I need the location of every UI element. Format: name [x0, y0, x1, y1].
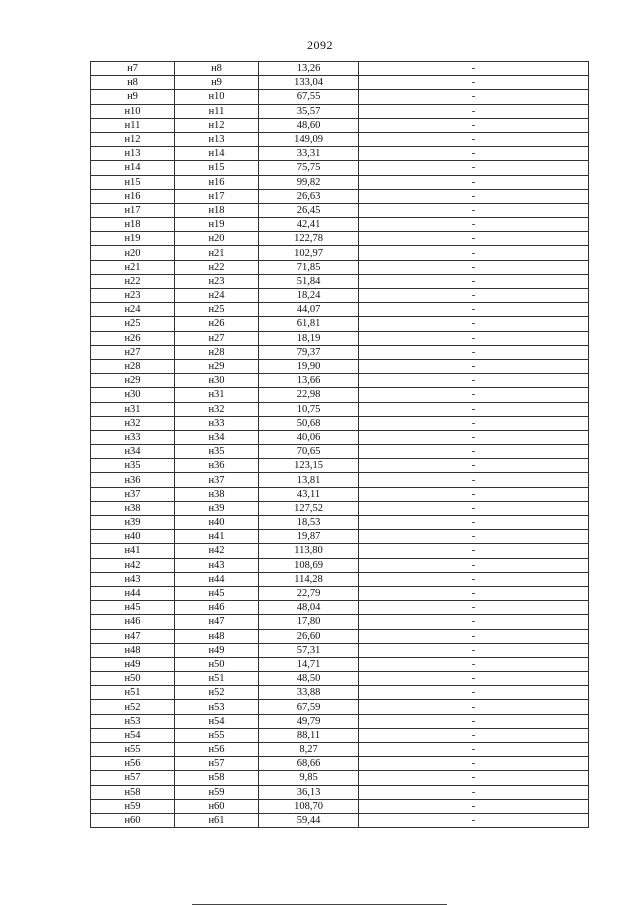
note-cell: -: [359, 289, 589, 303]
table-row: [91, 147, 589, 161]
point-from-cell: н16: [91, 189, 175, 203]
distance-cell: 48,60: [259, 118, 359, 132]
point-to-cell: н57: [175, 757, 259, 771]
point-from-cell: н32: [91, 416, 175, 430]
point-from-cell: н34: [91, 445, 175, 459]
point-to-cell: н32: [175, 402, 259, 416]
point-from-cell: н21: [91, 260, 175, 274]
note-cell: -: [359, 672, 589, 686]
distance-cell: 49,79: [259, 714, 359, 728]
distance-cell: 8,27: [259, 743, 359, 757]
table-row: [91, 104, 589, 118]
note-cell: -: [359, 686, 589, 700]
distance-cell: 67,59: [259, 700, 359, 714]
distance-cell: 70,65: [259, 445, 359, 459]
distance-cell: 9,85: [259, 771, 359, 785]
distance-cell: 10,75: [259, 402, 359, 416]
point-from-cell: н44: [91, 586, 175, 600]
point-to-cell: н60: [175, 799, 259, 813]
note-cell: -: [359, 203, 589, 217]
table-row: [91, 799, 589, 813]
point-to-cell: н53: [175, 700, 259, 714]
distance-cell: 13,66: [259, 374, 359, 388]
point-from-cell: н40: [91, 530, 175, 544]
distance-cell: 102,97: [259, 246, 359, 260]
table-row: [91, 430, 589, 444]
point-from-cell: н50: [91, 672, 175, 686]
point-from-cell: н18: [91, 218, 175, 232]
note-cell: -: [359, 714, 589, 728]
table-row: [91, 90, 589, 104]
point-from-cell: н28: [91, 359, 175, 373]
note-cell: -: [359, 104, 589, 118]
table-row: [91, 416, 589, 430]
distance-cell: 13,26: [259, 62, 359, 76]
distance-cell: 42,41: [259, 218, 359, 232]
point-to-cell: н17: [175, 189, 259, 203]
point-from-cell: н57: [91, 771, 175, 785]
point-from-cell: н53: [91, 714, 175, 728]
note-cell: -: [359, 799, 589, 813]
point-from-cell: н56: [91, 757, 175, 771]
distance-cell: 36,13: [259, 785, 359, 799]
point-from-cell: н13: [91, 147, 175, 161]
table-row: [91, 743, 589, 757]
table-body: [91, 62, 589, 828]
distance-cell: 113,80: [259, 544, 359, 558]
point-to-cell: н37: [175, 473, 259, 487]
note-cell: -: [359, 76, 589, 90]
point-to-cell: н21: [175, 246, 259, 260]
table-row: [91, 175, 589, 189]
distance-cell: 35,57: [259, 104, 359, 118]
point-from-cell: н38: [91, 501, 175, 515]
point-from-cell: н8: [91, 76, 175, 90]
table-row: [91, 572, 589, 586]
table-row: [91, 686, 589, 700]
note-cell: -: [359, 402, 589, 416]
table-row: [91, 714, 589, 728]
table-row: [91, 246, 589, 260]
note-cell: -: [359, 473, 589, 487]
note-cell: -: [359, 317, 589, 331]
point-from-cell: н14: [91, 161, 175, 175]
point-from-cell: н9: [91, 90, 175, 104]
table-row: [91, 586, 589, 600]
point-from-cell: н20: [91, 246, 175, 260]
table-row: [91, 289, 589, 303]
distance-cell: 48,50: [259, 672, 359, 686]
table-row: [91, 558, 589, 572]
note-cell: -: [359, 331, 589, 345]
point-from-cell: н33: [91, 430, 175, 444]
point-from-cell: н29: [91, 374, 175, 388]
point-from-cell: н48: [91, 643, 175, 657]
point-from-cell: н35: [91, 459, 175, 473]
point-to-cell: н27: [175, 331, 259, 345]
point-from-cell: н55: [91, 743, 175, 757]
distance-cell: 48,04: [259, 601, 359, 615]
distance-cell: 17,80: [259, 615, 359, 629]
distance-cell: 43,11: [259, 487, 359, 501]
distance-cell: 33,88: [259, 686, 359, 700]
table-row: [91, 516, 589, 530]
point-from-cell: н43: [91, 572, 175, 586]
distance-cell: 44,07: [259, 303, 359, 317]
point-to-cell: н59: [175, 785, 259, 799]
table-row: [91, 728, 589, 742]
note-cell: -: [359, 657, 589, 671]
point-to-cell: н49: [175, 643, 259, 657]
point-to-cell: н44: [175, 572, 259, 586]
point-to-cell: н51: [175, 672, 259, 686]
note-cell: -: [359, 260, 589, 274]
table-row: [91, 62, 589, 76]
distance-cell: 123,15: [259, 459, 359, 473]
point-to-cell: н58: [175, 771, 259, 785]
point-from-cell: н7: [91, 62, 175, 76]
table-row: [91, 374, 589, 388]
point-to-cell: н31: [175, 388, 259, 402]
point-from-cell: н49: [91, 657, 175, 671]
point-from-cell: н39: [91, 516, 175, 530]
point-to-cell: н19: [175, 218, 259, 232]
distance-cell: 114,28: [259, 572, 359, 586]
note-cell: -: [359, 232, 589, 246]
point-to-cell: н9: [175, 76, 259, 90]
point-to-cell: н46: [175, 601, 259, 615]
point-from-cell: н27: [91, 345, 175, 359]
note-cell: -: [359, 274, 589, 288]
point-to-cell: н33: [175, 416, 259, 430]
point-to-cell: н15: [175, 161, 259, 175]
distance-cell: 26,63: [259, 189, 359, 203]
table-row: [91, 402, 589, 416]
distance-cell: 18,53: [259, 516, 359, 530]
note-cell: -: [359, 501, 589, 515]
point-from-cell: н47: [91, 629, 175, 643]
point-from-cell: н52: [91, 700, 175, 714]
table-row: [91, 189, 589, 203]
distance-cell: 40,06: [259, 430, 359, 444]
table-row: [91, 629, 589, 643]
table-row: [91, 388, 589, 402]
note-cell: -: [359, 615, 589, 629]
note-cell: -: [359, 62, 589, 76]
distance-cell: 26,45: [259, 203, 359, 217]
note-cell: -: [359, 544, 589, 558]
point-from-cell: н26: [91, 331, 175, 345]
distance-cell: 127,52: [259, 501, 359, 515]
point-to-cell: н52: [175, 686, 259, 700]
point-from-cell: н54: [91, 728, 175, 742]
table-row: [91, 331, 589, 345]
note-cell: -: [359, 416, 589, 430]
distance-cell: 71,85: [259, 260, 359, 274]
distance-cell: 33,31: [259, 147, 359, 161]
point-from-cell: н15: [91, 175, 175, 189]
point-from-cell: н36: [91, 473, 175, 487]
point-from-cell: н23: [91, 289, 175, 303]
point-from-cell: н41: [91, 544, 175, 558]
note-cell: -: [359, 572, 589, 586]
note-cell: -: [359, 771, 589, 785]
point-to-cell: н45: [175, 586, 259, 600]
distance-cell: 14,71: [259, 657, 359, 671]
table-row: [91, 813, 589, 827]
point-to-cell: н30: [175, 374, 259, 388]
note-cell: -: [359, 743, 589, 757]
note-cell: -: [359, 430, 589, 444]
distance-cell: 51,84: [259, 274, 359, 288]
table-row: [91, 473, 589, 487]
distance-cell: 75,75: [259, 161, 359, 175]
point-to-cell: н20: [175, 232, 259, 246]
point-to-cell: н8: [175, 62, 259, 76]
point-to-cell: н50: [175, 657, 259, 671]
table-row: [91, 501, 589, 515]
distance-cell: 88,11: [259, 728, 359, 742]
distance-cell: 61,81: [259, 317, 359, 331]
point-to-cell: н34: [175, 430, 259, 444]
point-to-cell: н61: [175, 813, 259, 827]
note-cell: -: [359, 359, 589, 373]
point-to-cell: н24: [175, 289, 259, 303]
note-cell: -: [359, 189, 589, 203]
table-row: [91, 359, 589, 373]
note-cell: -: [359, 246, 589, 260]
distance-cell: 67,55: [259, 90, 359, 104]
note-cell: -: [359, 161, 589, 175]
table-row: [91, 700, 589, 714]
boundary-points-table: [90, 61, 589, 828]
table-row: [91, 643, 589, 657]
point-to-cell: н25: [175, 303, 259, 317]
point-from-cell: н42: [91, 558, 175, 572]
note-cell: -: [359, 516, 589, 530]
note-cell: -: [359, 785, 589, 799]
table-row: [91, 317, 589, 331]
note-cell: -: [359, 586, 589, 600]
table-row: [91, 530, 589, 544]
table-row: [91, 544, 589, 558]
table-row: [91, 345, 589, 359]
note-cell: -: [359, 374, 589, 388]
table-row: [91, 218, 589, 232]
point-from-cell: н19: [91, 232, 175, 246]
distance-cell: 68,66: [259, 757, 359, 771]
note-cell: -: [359, 728, 589, 742]
table-row: [91, 203, 589, 217]
note-cell: -: [359, 175, 589, 189]
table-row: [91, 615, 589, 629]
distance-cell: 149,09: [259, 132, 359, 146]
table-row: [91, 785, 589, 799]
point-to-cell: н41: [175, 530, 259, 544]
table-row: [91, 260, 589, 274]
point-to-cell: н36: [175, 459, 259, 473]
table-row: [91, 601, 589, 615]
note-cell: -: [359, 487, 589, 501]
table-row: [91, 459, 589, 473]
point-from-cell: н37: [91, 487, 175, 501]
point-from-cell: н17: [91, 203, 175, 217]
distance-cell: 22,79: [259, 586, 359, 600]
note-cell: -: [359, 388, 589, 402]
table-row: [91, 132, 589, 146]
table-row: [91, 76, 589, 90]
note-cell: -: [359, 90, 589, 104]
distance-cell: 19,87: [259, 530, 359, 544]
table-row: [91, 274, 589, 288]
note-cell: -: [359, 459, 589, 473]
distance-cell: 19,90: [259, 359, 359, 373]
note-cell: -: [359, 218, 589, 232]
distance-cell: 99,82: [259, 175, 359, 189]
point-to-cell: н12: [175, 118, 259, 132]
point-from-cell: н24: [91, 303, 175, 317]
table-row: [91, 118, 589, 132]
note-cell: -: [359, 147, 589, 161]
point-from-cell: н10: [91, 104, 175, 118]
point-to-cell: н16: [175, 175, 259, 189]
point-to-cell: н35: [175, 445, 259, 459]
note-cell: -: [359, 813, 589, 827]
point-to-cell: н39: [175, 501, 259, 515]
point-to-cell: н22: [175, 260, 259, 274]
note-cell: -: [359, 530, 589, 544]
point-to-cell: н40: [175, 516, 259, 530]
point-from-cell: н59: [91, 799, 175, 813]
point-from-cell: н25: [91, 317, 175, 331]
point-to-cell: н54: [175, 714, 259, 728]
point-from-cell: н45: [91, 601, 175, 615]
table-row: [91, 657, 589, 671]
point-to-cell: н28: [175, 345, 259, 359]
note-cell: -: [359, 643, 589, 657]
table-row: [91, 672, 589, 686]
table-row: [91, 303, 589, 317]
distance-cell: 50,68: [259, 416, 359, 430]
table-row: [91, 487, 589, 501]
distance-cell: 79,37: [259, 345, 359, 359]
point-from-cell: н12: [91, 132, 175, 146]
point-from-cell: н46: [91, 615, 175, 629]
distance-cell: 108,70: [259, 799, 359, 813]
distance-cell: 108,69: [259, 558, 359, 572]
distance-cell: 122,78: [259, 232, 359, 246]
note-cell: -: [359, 118, 589, 132]
distance-cell: 13,81: [259, 473, 359, 487]
note-cell: -: [359, 345, 589, 359]
note-cell: -: [359, 601, 589, 615]
note-cell: -: [359, 132, 589, 146]
point-to-cell: н26: [175, 317, 259, 331]
note-cell: -: [359, 445, 589, 459]
distance-cell: 18,24: [259, 289, 359, 303]
distance-cell: 57,31: [259, 643, 359, 657]
note-cell: -: [359, 303, 589, 317]
point-to-cell: н43: [175, 558, 259, 572]
page-number: 2092: [307, 38, 333, 52]
point-to-cell: н29: [175, 359, 259, 373]
point-to-cell: н42: [175, 544, 259, 558]
point-to-cell: н11: [175, 104, 259, 118]
point-from-cell: н11: [91, 118, 175, 132]
note-cell: -: [359, 629, 589, 643]
point-from-cell: н60: [91, 813, 175, 827]
table-row: [91, 445, 589, 459]
distance-cell: 59,44: [259, 813, 359, 827]
distance-cell: 133,04: [259, 76, 359, 90]
point-to-cell: н55: [175, 728, 259, 742]
point-to-cell: н38: [175, 487, 259, 501]
point-from-cell: н58: [91, 785, 175, 799]
distance-cell: 22,98: [259, 388, 359, 402]
distance-cell: 26,60: [259, 629, 359, 643]
point-to-cell: н56: [175, 743, 259, 757]
point-to-cell: н48: [175, 629, 259, 643]
point-to-cell: н14: [175, 147, 259, 161]
point-to-cell: н47: [175, 615, 259, 629]
table-row: [91, 232, 589, 246]
distance-cell: 18,19: [259, 331, 359, 345]
table-row: [91, 161, 589, 175]
note-cell: -: [359, 700, 589, 714]
point-to-cell: н18: [175, 203, 259, 217]
point-from-cell: н22: [91, 274, 175, 288]
table-row: [91, 757, 589, 771]
table-row: [91, 771, 589, 785]
point-from-cell: н31: [91, 402, 175, 416]
note-cell: -: [359, 558, 589, 572]
point-to-cell: н13: [175, 132, 259, 146]
note-cell: -: [359, 757, 589, 771]
point-from-cell: н30: [91, 388, 175, 402]
point-from-cell: н51: [91, 686, 175, 700]
point-to-cell: н10: [175, 90, 259, 104]
point-to-cell: н23: [175, 274, 259, 288]
